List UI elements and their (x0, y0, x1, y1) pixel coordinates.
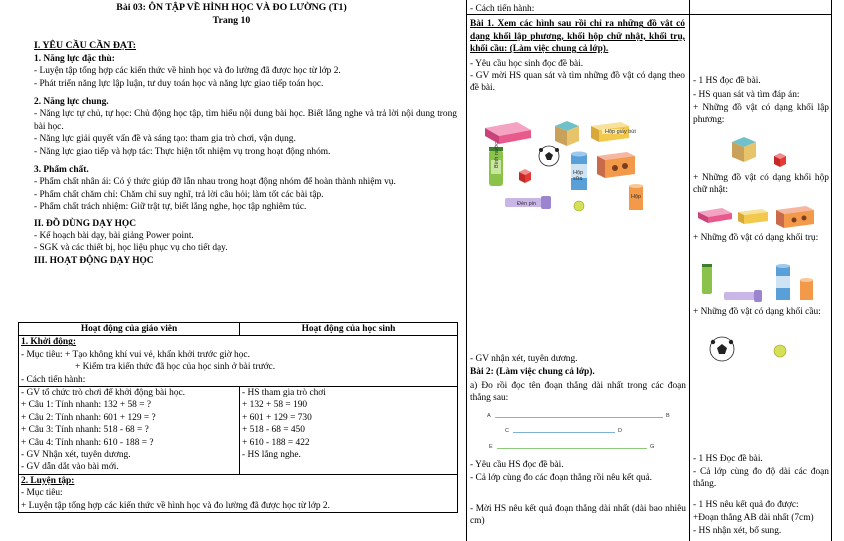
text-line: - GV dẫn dắt vào bài mới. (21, 462, 119, 473)
section-materials: II. ĐỒ DÙNG DẠY HỌC (34, 218, 136, 229)
point-a-label: A (487, 413, 491, 419)
text-line: + 518 - 68 = 450 (242, 425, 305, 436)
text-line: - Phát triển năng lực lập luận, tư duy toán học và năng lực giao tiếp toán học. (34, 78, 324, 89)
text-line: + 610 - 188 = 422 (242, 437, 310, 448)
text-line: + Câu 2: Tính nhanh: 601 + 129 = ? (21, 412, 156, 423)
lesson-plan-page-right (466, 0, 844, 541)
column-header-teacher: Hoạt động của giáo viên (19, 323, 240, 336)
text-line: - Năng lực giải quyết vấn đề và sáng tạo: tham gia trò chơi, vận dụng. (34, 134, 296, 145)
text-line: - Luyện tập tổng hợp các kiến thức về hình học và đo lường đã được học từ lớp 2. (34, 66, 341, 77)
text-line: + Những đồ vật có dạng khối hộp chữ nhật: (693, 173, 829, 196)
section-activities: III. HOẠT ĐỘNG DẠY HỌC (34, 255, 154, 266)
text-line: - HS lắng nghe. (242, 450, 301, 461)
teacher-warmup-cell (19, 387, 240, 475)
text-line: - Yêu cầu học sinh đọc đề bài. (470, 58, 584, 69)
soccer-ball-icon (710, 337, 734, 361)
text-line: - Cách tiến hành: (470, 4, 535, 14)
exercise-1-prompt (470, 18, 685, 55)
objects-illustration (467, 116, 689, 221)
segments-diagram (487, 412, 687, 458)
heading-qualities: 3. Phẩm chất. (34, 165, 89, 176)
tennis-ball-icon (774, 345, 786, 357)
text-line: - Cả lớp cùng đo độ dài các đoạn thẳng. (693, 467, 829, 490)
section-objectives: I. YÊU CẦU CẦN ĐẠT: (34, 39, 137, 51)
text-line: - Năng lực tự chủ, tự học: Chủ động học tập, tìm hiểu nội dung bài học. Biết lắng nghe và trả lời nội dung trong bài học. (34, 109, 457, 132)
objects-svg (467, 116, 689, 221)
text-line: - HS quan sát và tìm đáp án: (693, 90, 800, 100)
milk-tin-label: Hộp sữa (573, 170, 584, 183)
segment-eg (497, 448, 647, 449)
point-d-label: D (618, 428, 622, 434)
text-line: + Những đồ vật có dạng khối lập phương: (693, 103, 829, 126)
text-line: - Kế hoạch bài dạy, bài giảng Power point. (34, 231, 194, 242)
heading-specific-competence: 1. Năng lực đặc thù: (34, 53, 115, 64)
exercise-1-text: Bài 1. Xem các hình sau rồi chỉ ra những đồ vật có dạng khối lập phương, khối hộp chữ nhật, khối trụ, khối cầu: (Làm việc chung cả lớp). (470, 19, 685, 55)
margin-column (831, 0, 844, 541)
teacher-column (467, 0, 689, 541)
text-line: + Luyện tập tổng hợp các kiến thức về hình học và đo lường đã được học từ lớp 2. (21, 500, 330, 511)
sphere-answers-svg (706, 334, 806, 364)
warmup-block (19, 336, 458, 387)
text-line: - Mục tiêu: (21, 488, 63, 499)
text-line: +Đoạn thẳng AB dài nhất (7cm) (693, 513, 814, 523)
text-line: - 1 HS nêu kết quả đo được: (693, 500, 799, 510)
dice-icon (519, 169, 531, 183)
pencil-box-icon (738, 209, 768, 224)
text-line: - Yêu cầu HS đọc đề bài. (470, 460, 564, 470)
book-icon (698, 208, 732, 223)
text-line: + 601 + 129 = 730 (242, 412, 312, 423)
segment-ab (495, 417, 663, 418)
text-line: - Cả lớp cùng đo các đoạn thẳng rồi nêu kết quả. (470, 473, 652, 483)
text-line: + Những đồ vật có dạng khối cầu: (693, 307, 821, 317)
point-e-label: E (489, 444, 493, 450)
small-tin-label: Hộp (631, 194, 642, 200)
text-line: + Những đồ vật có dạng khối trụ: (693, 233, 819, 243)
cube-answers-svg (730, 134, 800, 168)
text-line: + Câu 3: Tính nhanh: 518 - 68 = ? (21, 425, 149, 436)
tennis-ball-icon (574, 201, 584, 211)
exercise-2-prompt: a) Đo rồi đọc tên đoạn thẳng dài nhất trong các đoạn thẳng sau: (470, 381, 686, 404)
soccer-ball-icon (539, 146, 559, 166)
text-line: + 132 + 58 = 190 (242, 400, 308, 411)
text-line: - Mời HS nêu kết quả đoạn thẳng dài nhất (dài bao nhiêu cm) (470, 504, 686, 527)
box-answers-svg (696, 204, 830, 230)
bottle-icon (702, 264, 712, 294)
text-line: - 1 HS Đọc đề bài. (693, 454, 763, 464)
gift-box-icon (776, 206, 814, 228)
text-line: + Kiểm tra kiến thức đã học của học sinh ở bài trước. (75, 362, 276, 373)
text-line: - 1 HS đọc đề bài. (693, 76, 761, 86)
text-line: + Câu 4: Tính nhanh: 610 - 188 = ? (21, 437, 154, 448)
flashlight-icon (724, 290, 762, 302)
gift-box-icon (597, 152, 635, 178)
text-line: - Phẩm chất chăm chỉ: Chăm chỉ suy nghĩ, trả lời câu hỏi; làm tốt các bài tập. (34, 189, 324, 200)
text-line: - GV mời HS quan sát và tìm những đồ vật có dạng theo đề bài. (470, 71, 685, 94)
bottle-label: Bình nước (494, 142, 500, 168)
dice-icon (774, 153, 786, 167)
cube-box-icon (555, 121, 579, 146)
text-line: - HS tham gia trò chơi (242, 388, 326, 399)
student-column (689, 0, 831, 541)
lesson-title: Bài 03: ÔN TẬP VỀ HÌNH HỌC VÀ ĐO LƯỜNG (T1) (116, 2, 347, 13)
cube-box-icon (732, 137, 756, 162)
activities-table (18, 322, 458, 513)
practice-block (19, 474, 458, 512)
student-warmup-cell (240, 387, 458, 475)
point-c-label: C (505, 428, 509, 434)
flashlight-label: Đèn pin (517, 201, 536, 207)
text-line: - Cách tiến hành: (21, 374, 86, 385)
point-b-label: B (666, 413, 670, 419)
text-line: - Năng lực giao tiếp và hợp tác: Thực hiện tốt nhiệm vụ trong hoạt động nhóm. (34, 146, 331, 157)
text-line: - HS nhận xét, bổ sung. (693, 526, 782, 536)
text-line: - SGK và các thiết bị, học liệu phục vụ cho tiết dạy. (34, 243, 228, 254)
text-line: + Câu 1: Tính nhanh: 132 + 58 = ? (21, 400, 152, 411)
small-tin-icon (800, 278, 813, 300)
lesson-page: Trang 10 (212, 14, 251, 26)
exercise-2-heading: Bài 2: (Làm việc chung cả lớp). (470, 367, 595, 377)
book-icon (485, 122, 531, 144)
milk-tin-icon (776, 264, 790, 300)
text-line: - Phẩm chất nhân ái: Có ý thức giúp đỡ lẫn nhau trong hoạt động nhóm để hoàn thành nhiệm vụ. (34, 177, 396, 188)
text-line: - Phẩm chất trách nhiệm: Giữ trật tự, biết lắng nghe, học tập nghiêm túc. (34, 202, 307, 213)
pencil-box-label: Hộp giấy bút (605, 129, 636, 135)
text-line: - GV tổ chức trò chơi để khởi động bài học. (21, 388, 186, 399)
text-line: - GV Nhận xét, tuyên dương. (21, 450, 131, 461)
segment-cd (513, 432, 615, 433)
text-line: - Mục tiêu: + Tạo không khí vui vẻ, khấn khởi trước giờ học. (21, 349, 250, 360)
warmup-heading: 1. Khởi động: (21, 337, 76, 348)
practice-heading: 2. Luyện tập: (21, 475, 75, 486)
point-g-label: G (650, 444, 655, 450)
heading-general-competence: 2. Năng lực chung. (34, 96, 109, 107)
column-header-student: Hoạt động của học sinh (240, 323, 458, 336)
text-line: - GV nhận xét, tuyên dương. (470, 354, 578, 364)
cylinder-answers-svg (700, 262, 828, 304)
